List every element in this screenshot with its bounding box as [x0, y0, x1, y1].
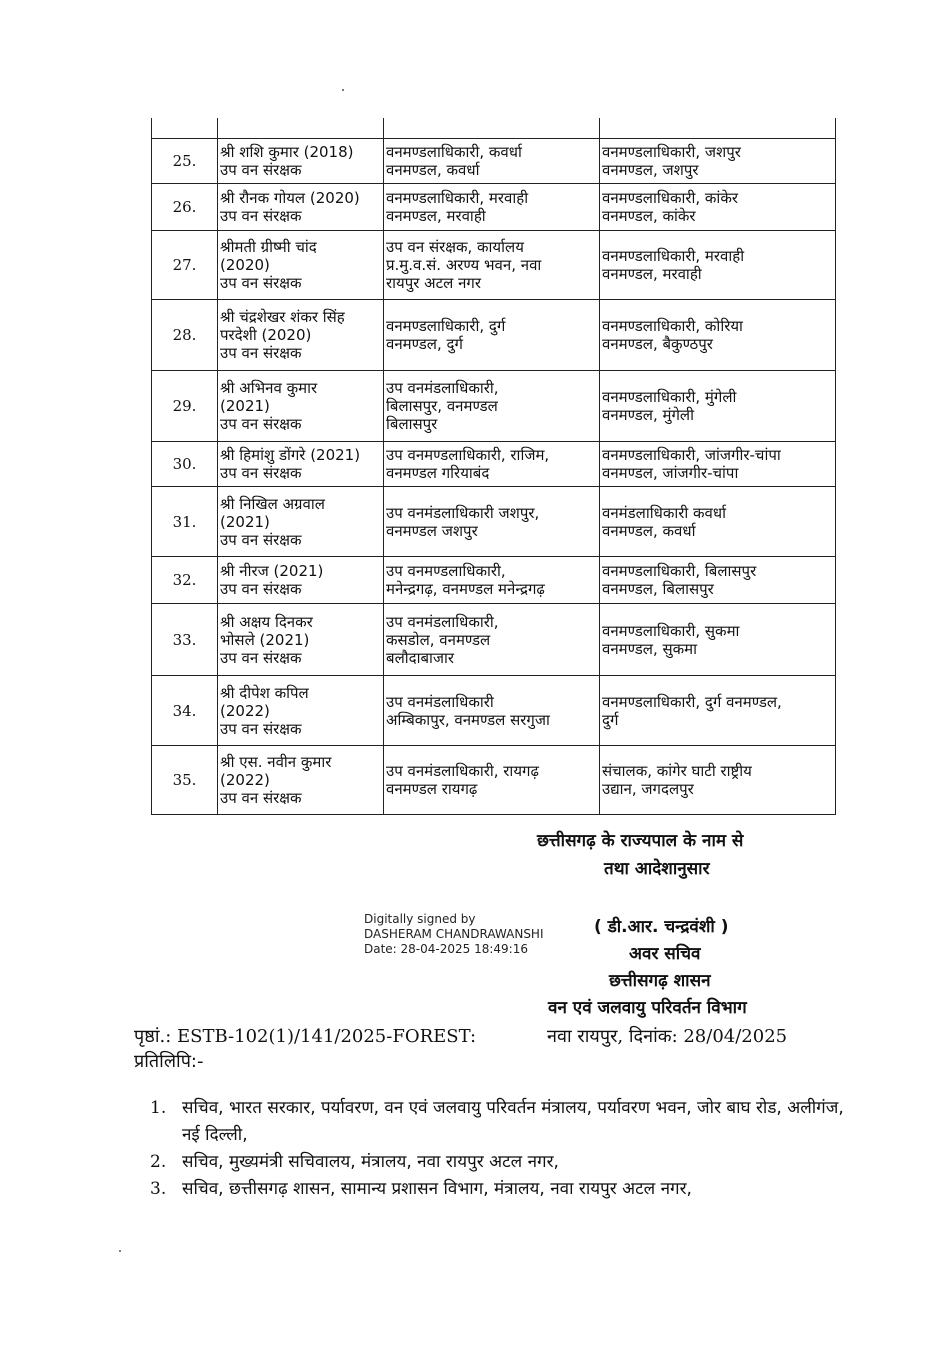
cell-line: वनमण्डल, सुकमा: [602, 639, 698, 658]
current-post-cell: [384, 371, 600, 442]
new-post-cell: [600, 231, 836, 300]
serial-number: 28.: [152, 300, 218, 371]
cell-line: वनमण्डलाधिकारी, कवर्धा: [386, 143, 522, 161]
cell-line: कसडोल, वनमण्डल: [386, 630, 491, 649]
cell-line: श्रीमती ग्रीष्मी चांद: [220, 238, 317, 256]
cell-line: (2021): [220, 512, 270, 531]
cell-line: भोसले (2021): [220, 630, 310, 649]
cell-line: (2022): [220, 701, 270, 720]
cell-line: वनमण्डलाधिकारी, जांजगीर-चांपा: [602, 446, 781, 464]
officer-name-cell: [218, 746, 384, 815]
serial-number: 27.: [152, 231, 218, 300]
cell-line: वनमण्डल, मुंगेली: [602, 406, 694, 424]
cell-line: उप वन संरक्षक: [220, 161, 302, 179]
serial-number: 30.: [152, 442, 218, 487]
cell-line: उप वन संरक्षक: [220, 207, 302, 225]
cell-line: वनमण्डल, दुर्ग: [386, 335, 463, 353]
cell-line: उप वन संरक्षक: [220, 344, 302, 362]
cell-line: उप वन संरक्षक: [220, 789, 302, 807]
cell-line: उप वनमण्डलाधिकारी,: [386, 562, 506, 580]
cell-line: उप वन संरक्षक: [220, 415, 302, 433]
officer-name-cell: [218, 184, 384, 231]
serial-number: 26.: [152, 184, 218, 231]
cell-line: मनेन्द्रगढ़, वनमण्डल मनेन्द्रगढ़: [386, 580, 545, 598]
table-top-continuation: [152, 118, 836, 139]
table-row: [152, 557, 836, 604]
officer-name-cell: [218, 604, 384, 676]
distribution-text: सचिव, भारत सरकार, पर्यावरण, वन एवं जलवायु परिवर्तन मंत्रालय, पर्यावरण भवन, जोर बाघ रोड, अलीगंज, नई दिल्ली,: [182, 1098, 844, 1145]
signatory-department: वन एवं जलवायु परिवर्तन विभाग: [548, 998, 747, 1018]
new-post-cell: [600, 746, 836, 815]
cell-line: वनमण्डलाधिकारी, दुर्ग वनमण्डल,: [602, 692, 782, 711]
cell-line: श्री अभिनव कुमार: [220, 379, 318, 397]
cell-line: वनमण्डल, जशपुर: [602, 161, 699, 179]
place-date: नवा रायपुर, दिनांक: 28/04/2025: [547, 1026, 788, 1047]
signatory-name: ( डी.आर. चन्द्रवंशी ): [594, 917, 729, 937]
officer-name-cell: [218, 231, 384, 300]
table-row: [152, 604, 836, 676]
distribution-number: 1.: [150, 1098, 167, 1118]
cell-line: वनमण्डल, कांकेर: [602, 207, 696, 225]
cell-line: उद्यान, जगदलपुर: [602, 780, 694, 798]
cell-line: वनमण्डलाधिकारी, कोरिया: [602, 317, 743, 335]
cell-line: वनमण्डल, बैकुण्ठपुर: [602, 335, 713, 353]
officer-name-cell: [218, 676, 384, 746]
officer-name-cell: [218, 487, 384, 557]
cell-line: वनमण्डलाधिकारी, दुर्ग: [386, 317, 506, 335]
table-row: [152, 139, 836, 184]
new-post-cell: [600, 604, 836, 676]
cell-line: वनमण्डल रायगढ़: [386, 780, 478, 798]
signatory-government: छत्तीसगढ़ शासन: [609, 971, 711, 991]
cell-line: उप वनमण्डलाधिकारी, राजिम,: [386, 446, 550, 464]
cell-line: वनमण्डलाधिकारी, कांकेर: [602, 189, 738, 207]
cell-line: उप वन संरक्षक: [220, 530, 302, 549]
serial-number: 25.: [152, 139, 218, 184]
distribution-number: 2.: [150, 1152, 167, 1172]
new-post-cell: [600, 139, 836, 184]
cell-line: बलौदाबाजार: [386, 648, 455, 667]
scan-speck: [119, 1250, 121, 1252]
cell-line: उप वन संरक्षक, कार्यालय: [386, 238, 524, 256]
current-post-cell: [384, 746, 600, 815]
cell-line: वनमण्डलाधिकारी, जशपुर: [602, 143, 741, 161]
officer-name-cell: [218, 300, 384, 371]
distribution-item: [150, 1176, 860, 1203]
current-post-cell: [384, 300, 600, 371]
table-row: [152, 371, 836, 442]
cell-line: वनमण्डल जशपुर: [386, 521, 478, 540]
cell-line: वनमण्डलाधिकारी, मरवाही: [602, 247, 745, 265]
new-post-cell: [600, 371, 836, 442]
officer-name-cell: [218, 557, 384, 604]
cell-line: वनमण्डल, कवर्धा: [602, 521, 696, 540]
cell-line: बिलासपुर, वनमण्डल: [386, 397, 498, 415]
distribution-text: सचिव, छत्तीसगढ़ शासन, सामान्य प्रशासन विभाग, मंत्रालय, नवा रायपुर अटल नगर,: [182, 1179, 692, 1199]
current-post-cell: [384, 184, 600, 231]
distribution-item: [150, 1095, 860, 1149]
cell-line: वनमण्डलाधिकारी, सुकमा: [602, 621, 740, 640]
cell-line: वनमण्डलाधिकारी, मरवाही: [386, 189, 529, 207]
cell-line: श्री नीरज (2021): [220, 562, 324, 580]
table-row: [152, 676, 836, 746]
cell-line: वनमण्डल, मरवाही: [602, 265, 702, 283]
cell-line: वनमंडलाधिकारी कवर्धा: [602, 503, 726, 522]
distribution-list: [150, 1095, 860, 1203]
cell-line: उप वन संरक्षक: [220, 719, 302, 738]
serial-number: 35.: [152, 746, 218, 815]
cell-line: परदेशी (2020): [220, 326, 312, 344]
table-row: [152, 231, 836, 300]
current-post-cell: [384, 604, 600, 676]
current-post-cell: [384, 487, 600, 557]
cell-line: संचालक, कांगेर घाटी राष्ट्रीय: [602, 762, 752, 780]
current-post-cell: [384, 139, 600, 184]
cell-line: (2022): [220, 771, 270, 789]
serial-number: 32.: [152, 557, 218, 604]
digital-signature-stamp: [364, 912, 544, 957]
cell-line: वनमण्डल, मरवाही: [386, 207, 486, 225]
table-row: [152, 746, 836, 815]
cell-line: श्री रौनक गोयल (2020): [220, 189, 360, 207]
current-post-cell: [384, 676, 600, 746]
cell-line: रायपुर अटल नगर: [386, 274, 482, 292]
current-post-cell: [384, 557, 600, 604]
new-post-cell: [600, 442, 836, 487]
copy-heading: प्रतिलिपि:-: [134, 1051, 204, 1072]
table-row: [152, 487, 836, 557]
current-post-cell: [384, 231, 600, 300]
cell-line: श्री शशि कुमार (2018): [220, 143, 354, 161]
table-row: [152, 184, 836, 231]
cell-line: श्री एस. नवीन कुमार: [220, 753, 332, 771]
cell-line: उप वनमंडलाधिकारी,: [386, 379, 499, 397]
cell-line: (2021): [220, 397, 270, 415]
new-post-cell: [600, 300, 836, 371]
transfer-table: [151, 118, 836, 815]
cell-line: प्र.मु.व.सं. अरण्य भवन, नवा: [386, 256, 542, 274]
digital-signature-line-3: Date: 28-04-2025 18:49:16: [364, 942, 528, 956]
distribution-text: सचिव, मुख्यमंत्री सचिवालय, मंत्रालय, नवा रायपुर अटल नगर,: [182, 1152, 559, 1172]
officer-name-cell: [218, 139, 384, 184]
cell-line: वनमण्डल गरियाबंद: [386, 464, 490, 482]
cell-line: वनमण्डल, बिलासपुर: [602, 580, 714, 598]
new-post-cell: [600, 557, 836, 604]
cell-line: उप वनमंडलाधिकारी, रायगढ़: [386, 762, 539, 780]
cell-line: उप वनमंडलाधिकारी,: [386, 612, 499, 631]
table-row: [152, 442, 836, 487]
serial-number: 33.: [152, 604, 218, 676]
cell-line: उप वन संरक्षक: [220, 274, 302, 292]
officer-name-cell: [218, 442, 384, 487]
cell-line: वनमण्डलाधिकारी, बिलासपुर: [602, 562, 757, 580]
new-post-cell: [600, 184, 836, 231]
cell-line: अम्बिकापुर, वनमण्डल सरगुजा: [386, 710, 550, 729]
table-row: [152, 300, 836, 371]
serial-number: 29.: [152, 371, 218, 442]
serial-number: 31.: [152, 487, 218, 557]
transfer-table-body: [152, 118, 836, 815]
distribution-item: [150, 1149, 860, 1176]
scan-speck: [342, 89, 344, 91]
cell-line: बिलासपुर: [386, 415, 438, 433]
cell-line: वनमण्डलाधिकारी, मुंगेली: [602, 388, 737, 406]
reference-number: पृष्ठां.: ESTB-102(1)/141/2025-FOREST:: [134, 1026, 477, 1047]
cell-line: वनमण्डल, जांजगीर-चांपा: [602, 464, 739, 482]
cell-line: श्री अक्षय दिनकर: [220, 612, 313, 631]
digital-signature-line-1: Digitally signed by: [364, 912, 476, 926]
current-post-cell: [384, 442, 600, 487]
distribution-number: 3.: [150, 1179, 167, 1199]
cell-line: दुर्ग: [602, 710, 619, 729]
order-line-1: छत्तीसगढ़ के राज्यपाल के नाम से: [537, 831, 744, 851]
cell-line: श्री दीपेश कपिल: [220, 683, 309, 702]
serial-number: 34.: [152, 676, 218, 746]
digital-signature-line-2: DASHERAM CHANDRAWANSHI: [364, 927, 544, 941]
signatory-designation: अवर सचिव: [629, 944, 701, 964]
new-post-cell: [600, 676, 836, 746]
cell-line: वनमण्डल, कवर्धा: [386, 161, 480, 179]
officer-name-cell: [218, 371, 384, 442]
cell-line: उप वन संरक्षक: [220, 580, 302, 598]
cell-line: श्री चंद्रशेखर शंकर सिंह: [220, 308, 345, 326]
cell-line: श्री हिमांशु डोंगरे (2021): [220, 446, 361, 464]
cell-line: (2020): [220, 256, 270, 274]
cell-line: उप वनमंडलाधिकारी जशपुर,: [386, 503, 540, 522]
cell-line: उप वन संरक्षक: [220, 648, 302, 667]
cell-line: उप वन संरक्षक: [220, 464, 302, 482]
cell-line: श्री निखिल अग्रवाल: [220, 494, 325, 513]
cell-line: उप वनमंडलाधिकारी: [386, 692, 494, 711]
order-line-2: तथा आदेशानुसार: [604, 859, 710, 879]
new-post-cell: [600, 487, 836, 557]
